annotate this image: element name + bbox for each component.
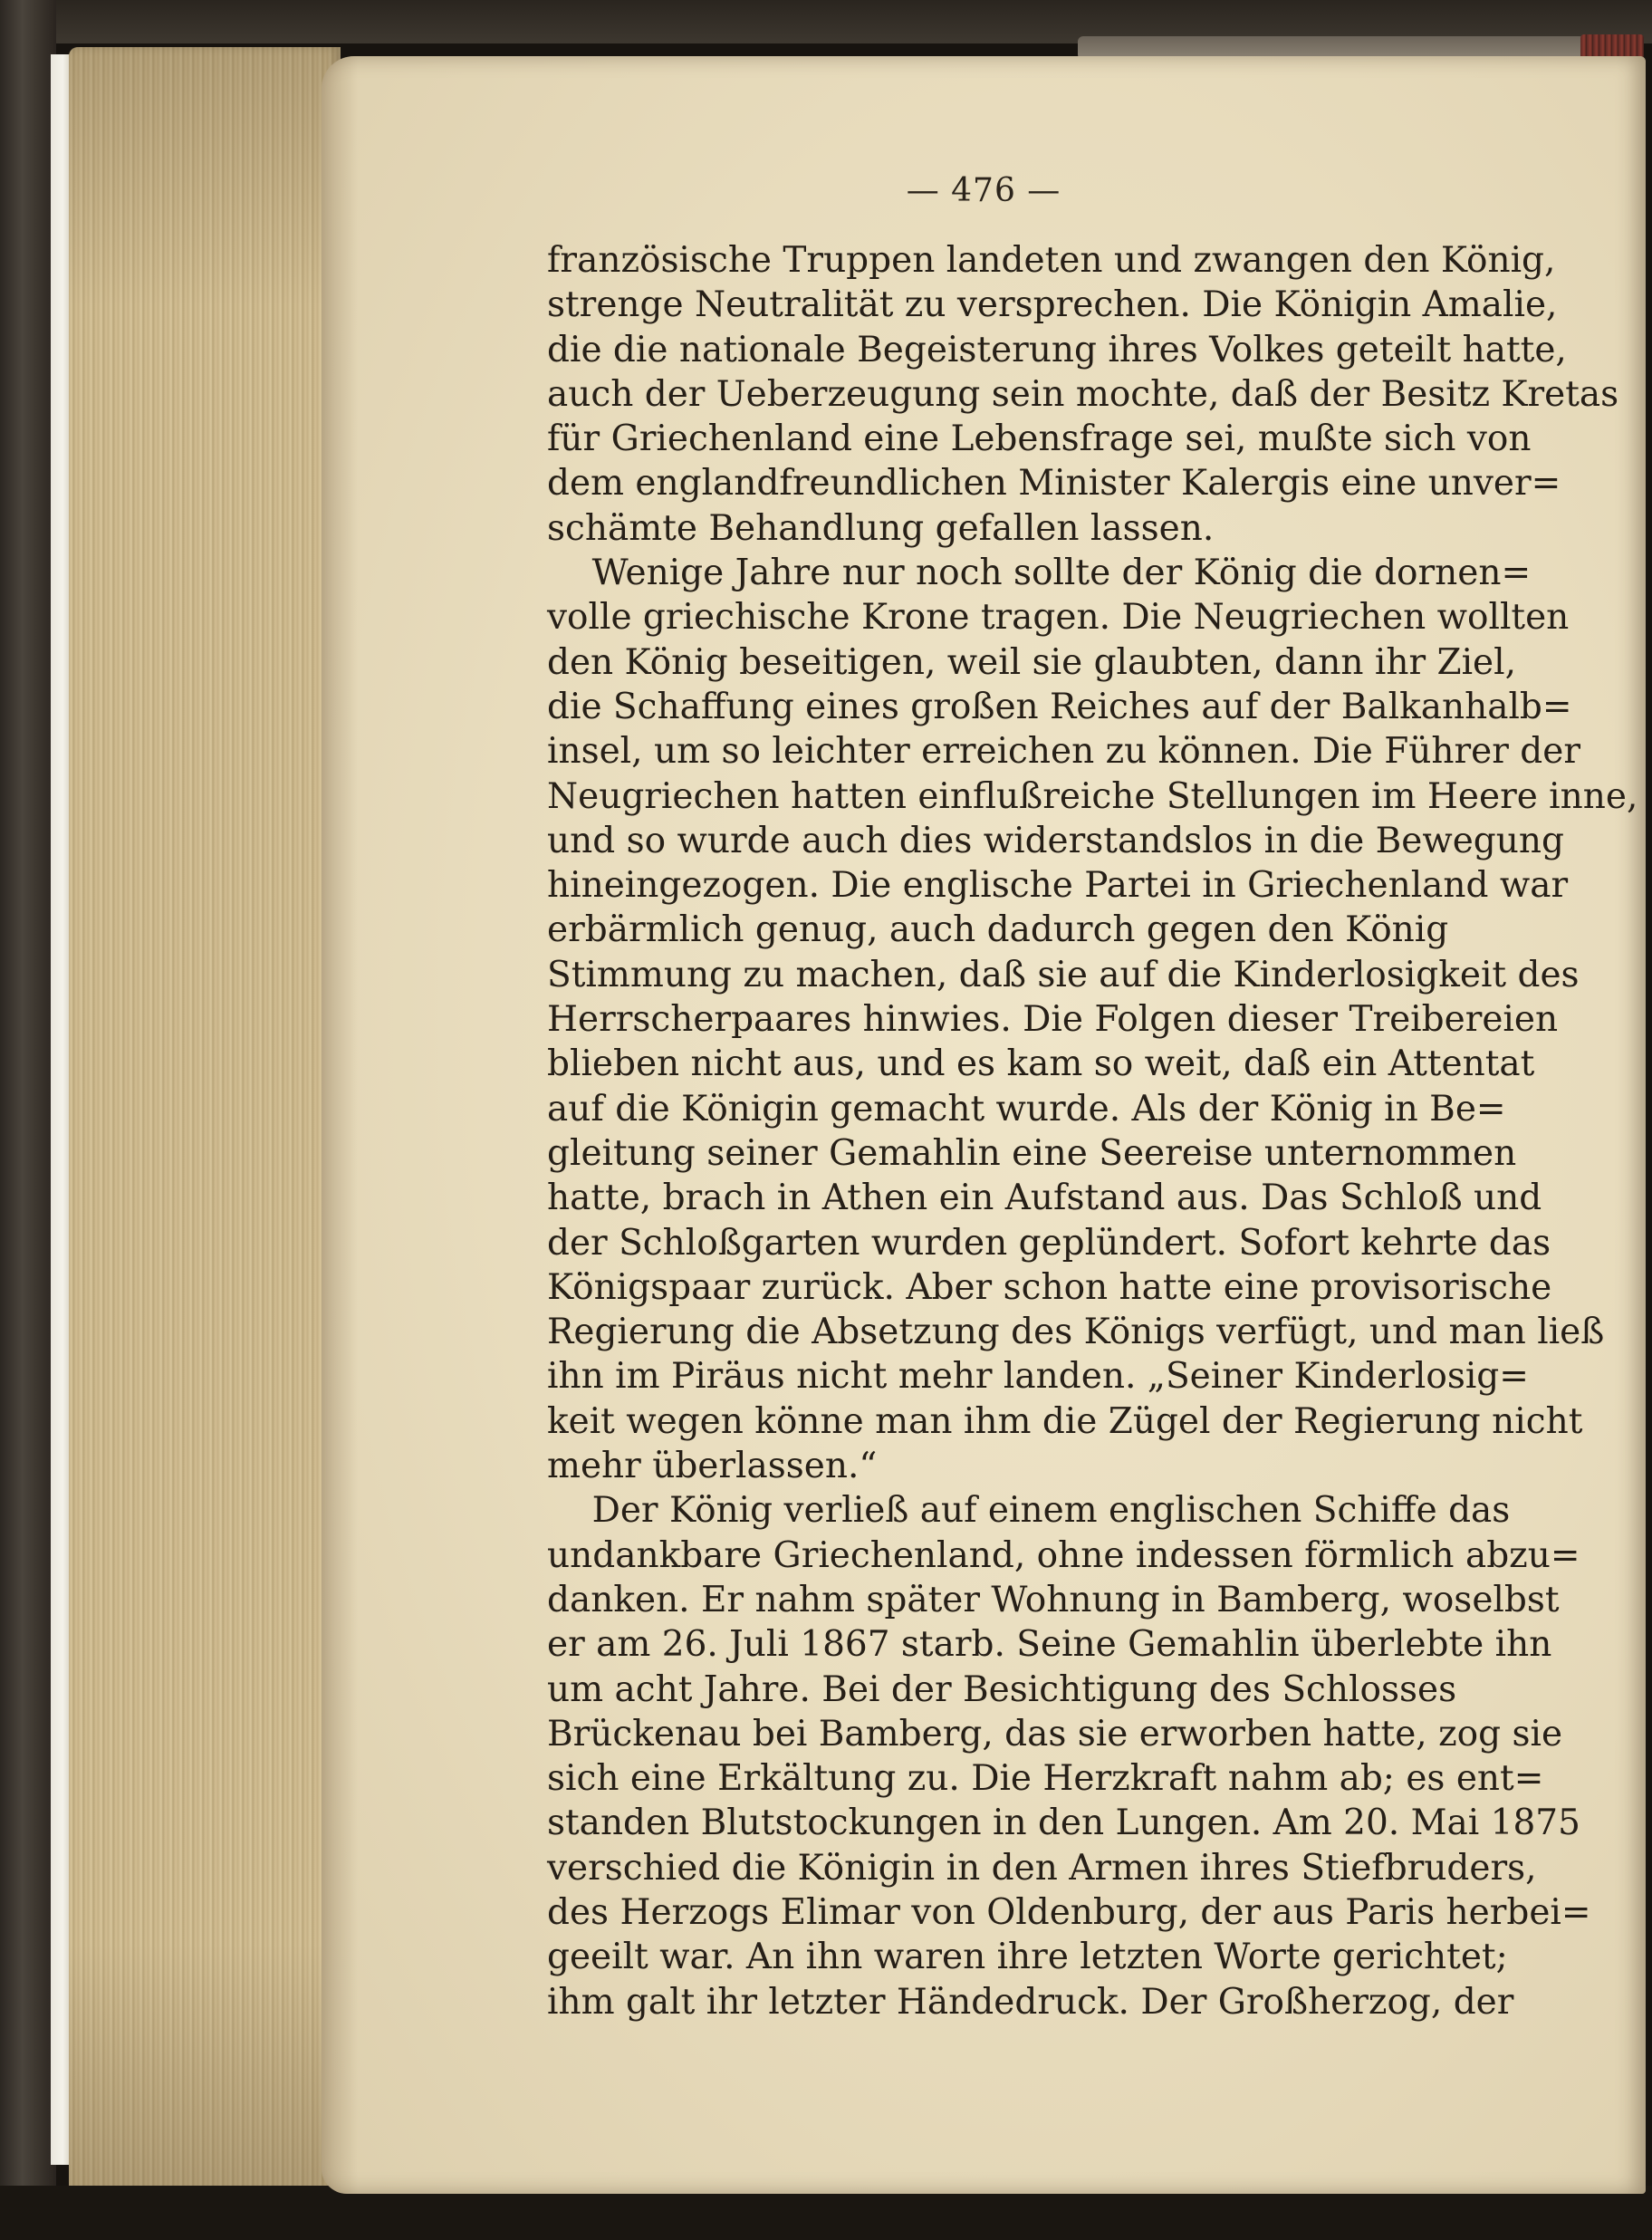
text-line: französische Truppen landeten und zwangen den König,	[547, 240, 1556, 281]
text-line: blieben nicht aus, und es kam so weit, daß ein Attentat	[547, 1043, 1535, 1085]
book-page	[322, 56, 1646, 2194]
text-line: danken. Er nahm später Wohnung in Bamberg, woselbst	[547, 1579, 1560, 1620]
text-line: hineingezogen. Die englische Partei in Griechenland war	[547, 865, 1569, 907]
text-line: ihm galt ihr letzter Händedruck. Der Großherzog, der	[547, 1981, 1514, 2023]
text-line: insel, um so leichter erreichen zu können. Die Führer der	[547, 731, 1580, 773]
text-line: Wenige Jahre nur noch sollte der König die dornen=	[547, 553, 1532, 594]
text-line: gleitung seiner Gemahlin eine Seereise unternommen	[547, 1132, 1517, 1174]
text-line: Neugriechen hatten einflußreiche Stellungen im Heere inne,	[547, 775, 1638, 817]
text-line: hatte, brach in Athen ein Aufstand aus. Das Schloß und	[547, 1178, 1542, 1219]
text-line: Königspaar zurück. Aber schon hatte eine provisorische	[547, 1266, 1552, 1308]
text-line: auch der Ueberzeugung sein mochte, daß der Besitz Kretas	[547, 373, 1619, 415]
page-number: — 476 —	[906, 172, 1061, 209]
text-line: Stimmung zu machen, daß sie auf die Kinderlosigkeit des	[547, 954, 1580, 995]
text-line: volle griechische Krone tragen. Die Neugriechen wollten	[547, 597, 1570, 639]
text-line: dem englandfreundlichen Minister Kalergis eine unver=	[547, 463, 1561, 505]
book-cover-spine	[0, 0, 56, 2240]
page-text	[547, 238, 1652, 2024]
text-line: für Griechenland eine Lebensfrage sei, mußte sich von	[547, 418, 1532, 460]
text-line: erbärmlich genug, auch dadurch gegen den König	[547, 909, 1449, 951]
text-line: die die nationale Begeisterung ihres Volkes geteilt hatte,	[547, 329, 1567, 370]
flyleaf	[51, 54, 71, 2165]
text-line: um acht Jahre. Bei der Besichtigung des Schlosses	[547, 1668, 1457, 1710]
text-line: undankbare Griechenland, ohne indessen förmlich abzu=	[547, 1534, 1580, 1576]
text-line: verschied die Königin in den Armen ihres Stiefbruders,	[547, 1847, 1537, 1889]
text-line: den König beseitigen, weil sie glaubten, dann ihr Ziel,	[547, 641, 1517, 683]
text-line: geeilt war. An ihn waren ihre letzten Worte gerichtet;	[547, 1937, 1508, 1978]
text-line: er am 26. Juli 1867 starb. Seine Gemahlin überlebte ihn	[547, 1624, 1552, 1666]
text-line: Herrscherpaares hinwies. Die Folgen dieser Treibereien	[547, 999, 1559, 1041]
book-cover-bottom	[0, 2186, 1652, 2240]
text-line: schämte Behandlung gefallen lassen.	[547, 507, 1215, 549]
page-edges-stack	[69, 47, 341, 2203]
text-line: des Herzogs Elimar von Oldenburg, der aus Paris herbei=	[547, 1891, 1591, 1933]
text-line: Brückenau bei Bamberg, das sie erworben hatte, zog sie	[547, 1713, 1563, 1755]
text-line: strenge Neutralität zu versprechen. Die Königin Amalie,	[547, 284, 1558, 326]
text-line: mehr überlassen.“	[547, 1446, 878, 1487]
text-line: standen Blutstockungen in den Lungen. Am 20. Mai 1875	[547, 1803, 1580, 1844]
text-line: ihn im Piräus nicht mehr landen. „Seiner Kinderlosig=	[547, 1356, 1529, 1398]
text-line: Der König verließ auf einem englischen Schiffe das	[547, 1490, 1511, 1532]
text-line: Regierung die Absetzung des Königs verfügt, und man ließ	[547, 1312, 1605, 1353]
text-line: und so wurde auch dies widerstandslos in die Bewegung	[547, 820, 1564, 861]
text-line: auf die Königin gemacht wurde. Als der König in Be=	[547, 1088, 1506, 1130]
text-line: die Schaffung eines großen Reiches auf der Balkanhalb=	[547, 686, 1572, 727]
text-line: sich eine Erkältung zu. Die Herzkraft nahm ab; es ent=	[547, 1758, 1544, 1800]
text-line: der Schloßgarten wurden geplündert. Sofort kehrte das	[547, 1222, 1551, 1264]
text-line: keit wegen könne man ihm die Zügel der Regierung nicht	[547, 1400, 1583, 1442]
